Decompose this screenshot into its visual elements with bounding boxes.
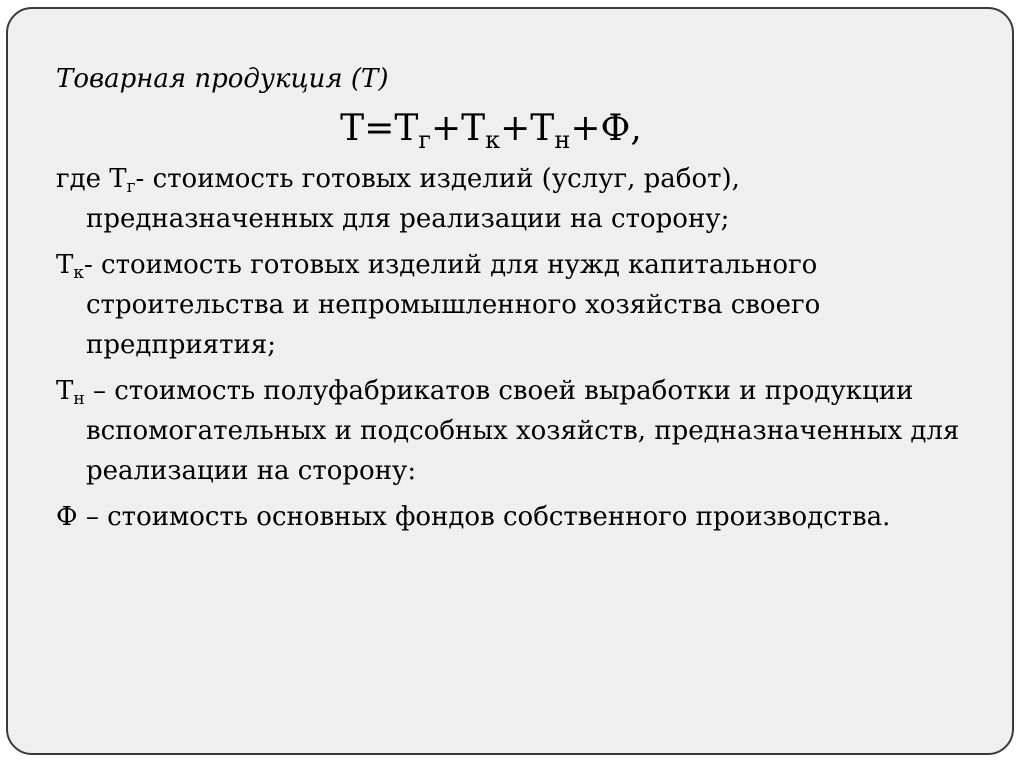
definition-symbol: Ф: [56, 502, 78, 532]
formula-lhs: Т: [340, 108, 365, 149]
definition-tk: [56, 245, 986, 365]
definition-text: - стоимость готовых изделий (услуг, работ), предназначенных для реализации на сторону;: [86, 164, 740, 234]
definition-tg: [56, 159, 986, 239]
slide-subtitle: Товарная продукция (Т): [56, 64, 389, 94]
definition-text: – стоимость полуфабрикатов своей выработки и продукции вспомогательных и подсобных хозяйств, предназначенных для реализации на сторону:: [84, 376, 960, 486]
definition-f: [56, 497, 986, 537]
formula: [0, 105, 986, 153]
definition-text: – стоимость основных фондов собственного производства.: [77, 502, 891, 532]
definition-subscript: к: [73, 263, 84, 283]
slide-content: [56, 59, 986, 543]
formula-term-g: $=Т_г$: [364, 108, 431, 154]
formula-tail: +Ф,: [570, 108, 642, 149]
definition-tn: [56, 371, 986, 491]
definition-subscript: н: [73, 389, 85, 409]
formula-term-n: $+Т_н$: [500, 108, 571, 154]
definition-symbol: где Т: [56, 164, 127, 194]
definition-text: - стоимость готовых изделий для нужд капитального строительства и непромышленного хозяйства своего предприятия;: [83, 250, 821, 360]
formula-term-k: $+Т_к$: [430, 108, 501, 154]
definition-subscript: г: [126, 177, 136, 197]
slide: [6, 7, 1014, 755]
definition-symbol: Т: [56, 376, 74, 406]
definition-symbol: Т: [56, 250, 74, 280]
